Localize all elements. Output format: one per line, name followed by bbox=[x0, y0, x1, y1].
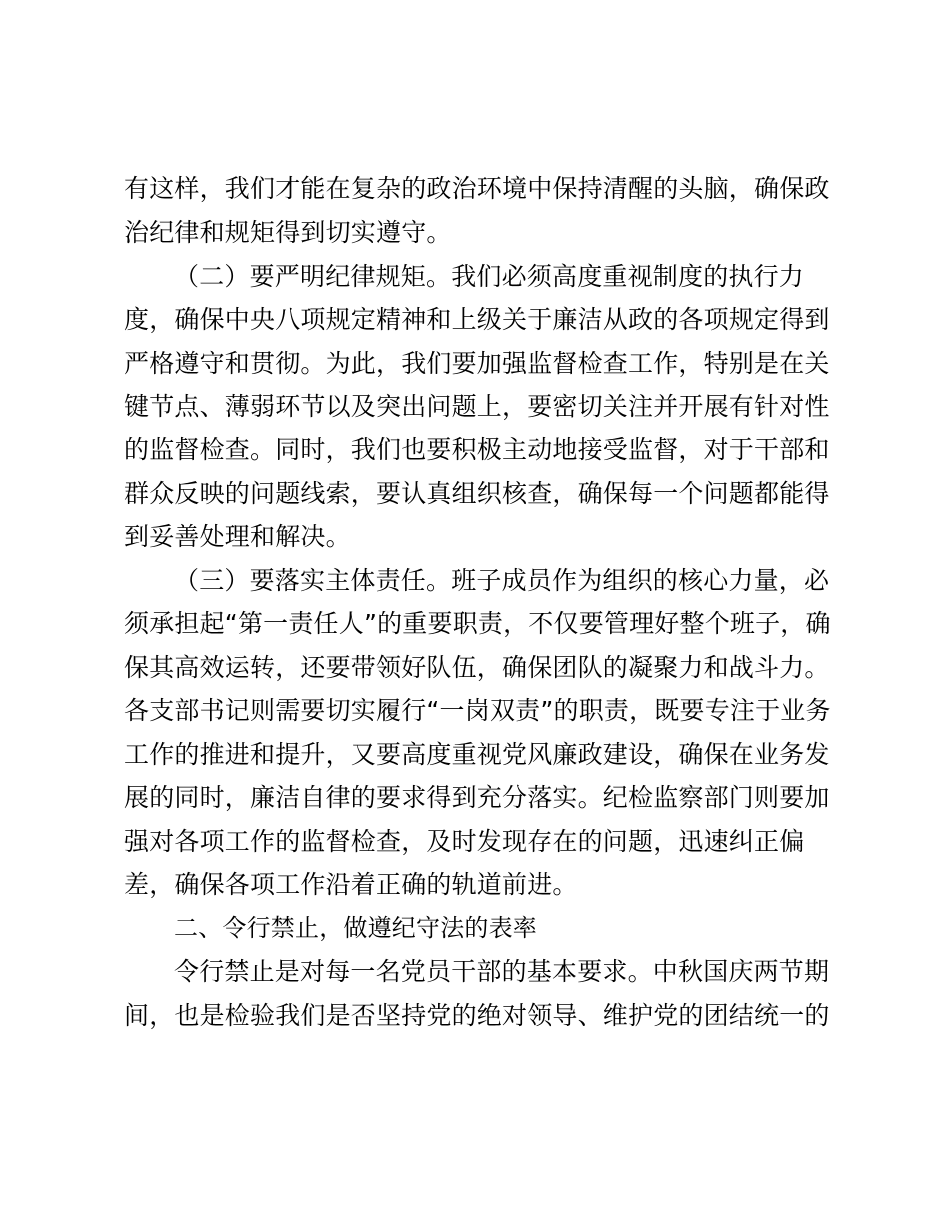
text-line: 的监督检查。同时，我们也要积极主动地接受监督，对于干部和 bbox=[124, 435, 830, 464]
text-line: 到妥善处理和解决。 bbox=[124, 522, 351, 551]
text-line: 须承担起“第一责任人”的重要职责，不仅要管理好整个班子，确 bbox=[124, 609, 831, 638]
text-line: 群众反映的问题线索，要认真组织核查，确保每一个问题都能得 bbox=[124, 479, 830, 508]
section-heading: 二、令行禁止，做遵纪守法的表率 bbox=[174, 914, 537, 942]
section-heading-3: （三）要落实主体责任。班子成员作为组织的核心力量，必 bbox=[174, 566, 830, 595]
text-line: 键节点、薄弱环节以及突出问题上，要密切关注并开展有针对性 bbox=[124, 392, 830, 421]
text-line: 度，确保中央八项规定精神和上级关于廉洁从政的各项规定得到 bbox=[124, 305, 830, 334]
text-line: 有这样，我们才能在复杂的政治环境中保持清醒的头脑，确保政 bbox=[124, 174, 830, 203]
text-line: 强对各项工作的监督检查，及时发现存在的问题，迅速纠正偏 bbox=[124, 827, 805, 856]
text-line: 差，确保各项工作沿着正确的轨道前进。 bbox=[124, 870, 578, 899]
text-line: 保其高效运转，还要带领好队伍，确保团队的凝聚力和战斗力。 bbox=[124, 653, 830, 682]
text-line: 令行禁止是对每一名党员干部的基本要求。中秋国庆两节期 bbox=[174, 957, 830, 986]
text-line: 各支部书记则需要切实履行“一岗双责”的职责，既要专注于业务 bbox=[124, 696, 831, 725]
section-heading-2: （二）要严明纪律规矩。我们必须高度重视制度的执行力 bbox=[174, 262, 805, 291]
text-line: 严格遵守和贯彻。为此，我们要加强监督检查工作，特别是在关 bbox=[124, 349, 830, 378]
text-line: 展的同时，廉洁自律的要求得到充分落实。纪检监察部门则要加 bbox=[124, 783, 830, 812]
text-line: 间，也是检验我们是否坚持党的绝对领导、维护党的团结统一的 bbox=[124, 1001, 830, 1030]
text-line: 治纪律和规矩得到切实遵守。 bbox=[124, 218, 452, 247]
text-line: 工作的推进和提升，又要高度重视党风廉政建设，确保在业务发 bbox=[124, 740, 830, 769]
